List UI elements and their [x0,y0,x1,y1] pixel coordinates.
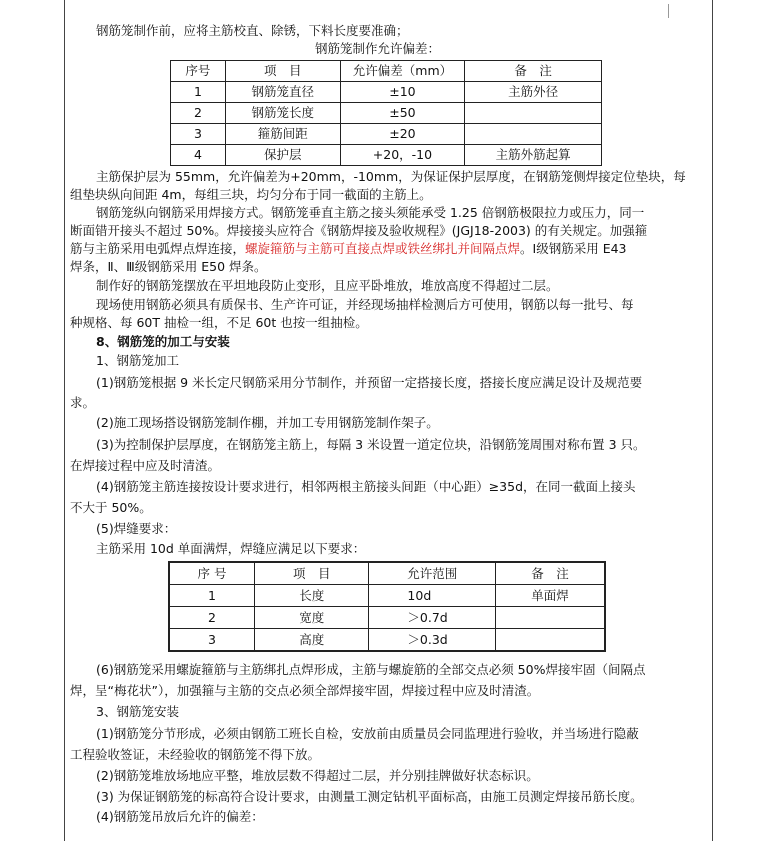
list-item: 工程验收签证，未经验收的钢筋笼不得下放。 [70,747,321,762]
paragraph: 钢筋笼制作前，应将主筋校直、除锈，下料长度要准确； [96,23,409,38]
page-corner-mark [668,4,669,18]
table-cell: 1 [169,585,255,607]
list-item: 焊，呈“梅花状”），加强箍与主筋的交点必须全部焊接牢固，焊接过程中应及时清渣。 [70,683,540,698]
tolerance-table [170,60,602,166]
paragraph: 组垫块纵向间距 4m，每组三块，均匀分布于同一截面的主筋上。 [70,187,432,202]
table-row [171,124,602,145]
list-item: 求。 [70,395,96,410]
table-row [171,82,602,103]
table-cell: 2 [171,103,226,124]
paragraph: 主筋保护层为 55mm，允许偏差为+20mm，-10mm，为保证保护层厚度，在钢筋笼侧焊接定位垫块，每 [96,169,686,184]
table-cell: 4 [171,145,226,166]
list-item: (4)钢筋笼主筋连接按设计要求进行，相邻两根主筋接头间距（中心距）≥35d，在同一截面上接头 [96,479,636,494]
table-header-cell: 项 目 [225,61,340,82]
table-header-row [171,61,602,82]
table-cell: 主筋外筋起算 [465,145,602,166]
table-cell: 2 [169,607,255,629]
table-cell: 高度 [255,629,369,652]
table-cell [496,629,605,652]
list-item: (4)钢筋笼吊放后允许的偏差： [96,809,264,824]
text-run: 。Ⅰ级钢筋采用 E43 [520,241,627,256]
table-cell: 钢筋笼长度 [225,103,340,124]
table-header-cell: 允许范围 [369,562,496,585]
list-item: 不大于 50%。 [70,500,152,515]
table-header-cell: 备 注 [496,562,605,585]
table-cell: ±50 [340,103,465,124]
table-cell: ±10 [340,82,465,103]
list-item: 在焊接过程中应及时清渣。 [70,458,221,473]
table-cell: 1 [171,82,226,103]
highlighted-text: 螺旋箍筋与主筋可直接点焊或铁丝绑扎并间隔点焊 [245,241,521,256]
list-item: (1)钢筋笼根据 9 米长定尺钢筋采用分节制作，并预留一定搭接长度，搭接长度应满足设计及规范要 [96,375,643,390]
table-header-cell: 序号 [171,61,226,82]
table-header-cell: 允许偏差（mm） [340,61,465,82]
table-cell [465,124,602,145]
text-run: 筋与主筋采用电弧焊点焊连接， [70,241,246,256]
page-border-left [64,0,65,841]
table-row [171,103,602,124]
list-item: (1)钢筋笼分节形成，必须由钢筋工班长自检，安放前由质量员会同监理进行验收，并当场进行隐蔽 [96,726,639,741]
table-cell: ±20 [340,124,465,145]
list-item: (3) 为保证钢筋笼的标高符合设计要求，由测量工测定钻机平面标高，由施工员测定焊接吊筋长度。 [96,789,643,804]
table-row [169,629,605,652]
list-item: (6)钢筋笼采用螺旋箍筋与主筋绑扎点焊形成，主筋与螺旋筋的全部交点必须 50%焊接牢固（间隔点 [96,662,646,677]
paragraph: 主筋采用 10d 单面满焊，焊缝应满足以下要求： [96,541,366,556]
subsection-heading: 1、钢筋笼加工 [96,353,179,368]
paragraph: 种规格、每 60T 抽检一组，不足 60t 也按一组抽检。 [70,315,368,330]
table-cell: 3 [171,124,226,145]
table-row [171,145,602,166]
paragraph [70,240,627,258]
table-header-row [169,562,605,585]
table-header-cell: 序 号 [169,562,255,585]
table-cell: 箍筋间距 [225,124,340,145]
table-header-cell: 备 注 [465,61,602,82]
table-row [169,607,605,629]
list-item: (3)为控制保护层厚度，在钢筋笼主筋上，每隔 3 米设置一道定位块，沿钢筋笼周围对称布置 3 只。 [96,437,646,452]
list-item: (2)钢筋笼堆放场地应平整，堆放层数不得超过二层，并分别挂牌做好状态标识。 [96,768,539,783]
table-cell: 10d [369,585,496,607]
paragraph: 制作好的钢筋笼摆放在平坦地段防止变形，且应平卧堆放，堆放高度不得超过二层。 [96,278,559,293]
table-cell: ＞0.7d [369,607,496,629]
table-cell: 钢筋笼直径 [225,82,340,103]
heading-text: 8、钢筋笼的加工与安装 [96,334,230,349]
table-cell [465,103,602,124]
paragraph: 断面错开接头不超过 50%。焊接接头应符合《钢筋焊接及验收规程》(JGJ18-2003) 的有关规定。加强箍 [70,223,648,238]
table-cell: ＞0.3d [369,629,496,652]
section-heading [70,333,230,351]
list-item: (5)焊缝要求： [96,521,177,536]
paragraph: 焊条，Ⅱ、Ⅲ级钢筋采用 E50 焊条。 [70,259,267,274]
table-cell: 单面焊 [496,585,605,607]
subsection-heading: 3、钢筋笼安装 [96,704,179,719]
page-border-right [712,0,713,841]
table-cell: +20，-10 [340,145,465,166]
table-cell [496,607,605,629]
table-cell: 长度 [255,585,369,607]
paragraph: 现场使用钢筋必须具有质保书、生产许可证，并经现场抽样检测后方可使用，钢筋以每一批号、每 [96,297,634,312]
table-cell: 3 [169,629,255,652]
table-header-cell: 项 目 [255,562,369,585]
table-cell: 宽度 [255,607,369,629]
table-cell: 主筋外径 [465,82,602,103]
list-item: (2)施工现场搭设钢筋笼制作棚，并加工专用钢筋笼制作架子。 [96,415,439,430]
table-title: 钢筋笼制作允许偏差： [315,41,441,56]
weld-requirements-table [168,561,606,652]
table-cell: 保护层 [225,145,340,166]
table-row [169,585,605,607]
paragraph: 钢筋笼纵向钢筋采用焊接方式。钢筋笼垂直主筋之接头须能承受 1.25 倍钢筋极限拉力或压力，同一 [96,205,645,220]
